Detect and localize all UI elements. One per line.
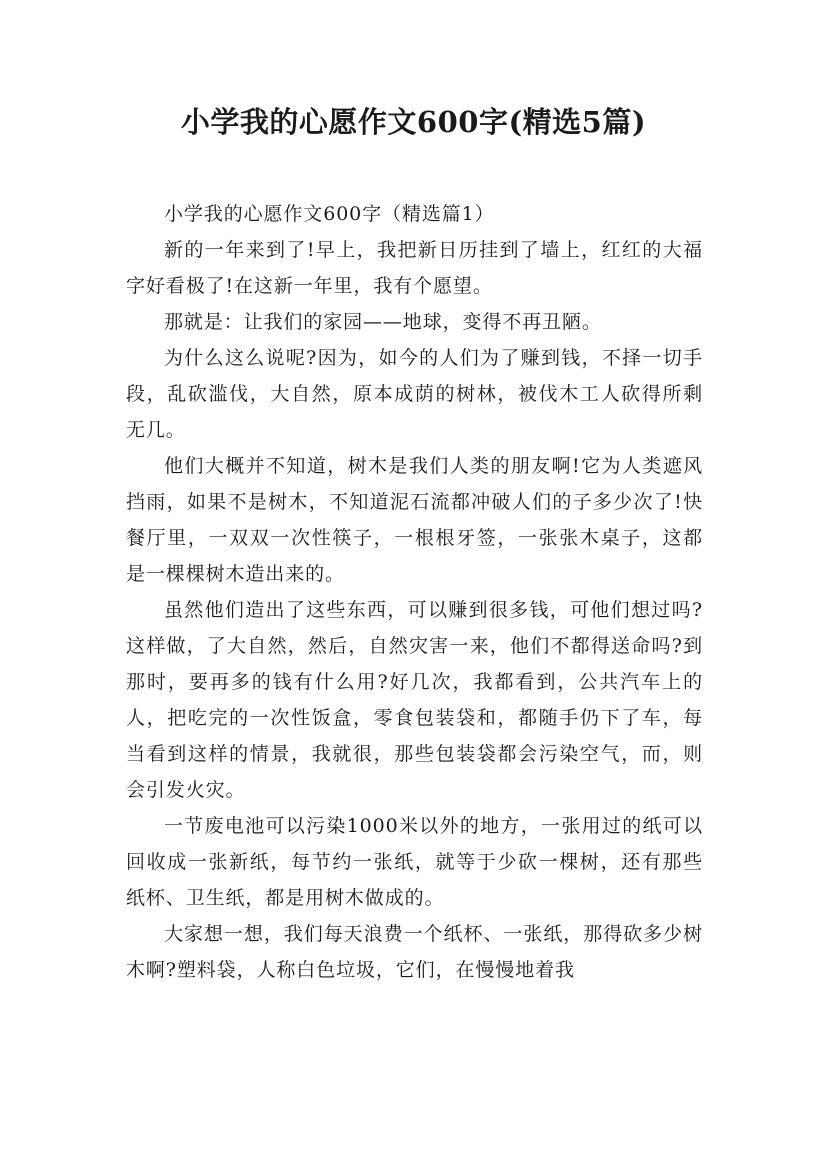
- document-title: 小学我的心愿作文600字(精选5篇): [180, 105, 647, 139]
- document-body: [126, 196, 703, 988]
- paragraph: 为什么这么说呢?因为，如今的人们为了赚到钱，不择一切手段，乱砍滥伐，大自然，原本成荫的树林，被伐木工人砍得所剩无几。: [126, 347, 703, 441]
- section-heading: 小学我的心愿作文600字（精选篇1）: [164, 203, 495, 225]
- paragraph: 一节废电池可以污染1000米以外的地方，一张用过的纸可以回收成一张新纸，每节约一张纸，就等于少砍一棵树，还有那些纸杯、卫生纸，都是用树木做成的。: [126, 815, 703, 909]
- paragraph: 新的一年来到了!早上，我把新日历挂到了墙上，红红的大福字好看极了!在这新一年里，我有个愿望。: [126, 239, 703, 297]
- paragraph: 虽然他们造出了这些东西，可以赚到很多钱，可他们想过吗?这样做，了大自然，然后，自然灾害一来，他们不都得送命吗?到那时，要再多的钱有什么用?好几次，我都看到，公共汽车上的人，把吃完的一次性饭盒，零食包装袋和，都随手仍下了车，每当看到这样的情景，我就很，那些包装袋都会污染空气，而，则会引发火灾。: [126, 599, 703, 801]
- paragraph: 那就是：让我们的家园——地球，变得不再丑陋。: [164, 311, 602, 333]
- paragraph: 他们大概并不知道，树木是我们人类的朋友啊!它为人类遮风挡雨，如果不是树木，不知道泥石流都冲破人们的子多少次了!快餐厅里，一双双一次性筷子，一根根牙签，一张张木桌子，这都是一棵棵树木造出来的。: [126, 455, 703, 585]
- paragraph: 大家想一想，我们每天浪费一个纸杯、一张纸，那得砍多少树木啊?塑料袋，人称白色垃圾，它们，在慢慢地着我: [126, 923, 703, 981]
